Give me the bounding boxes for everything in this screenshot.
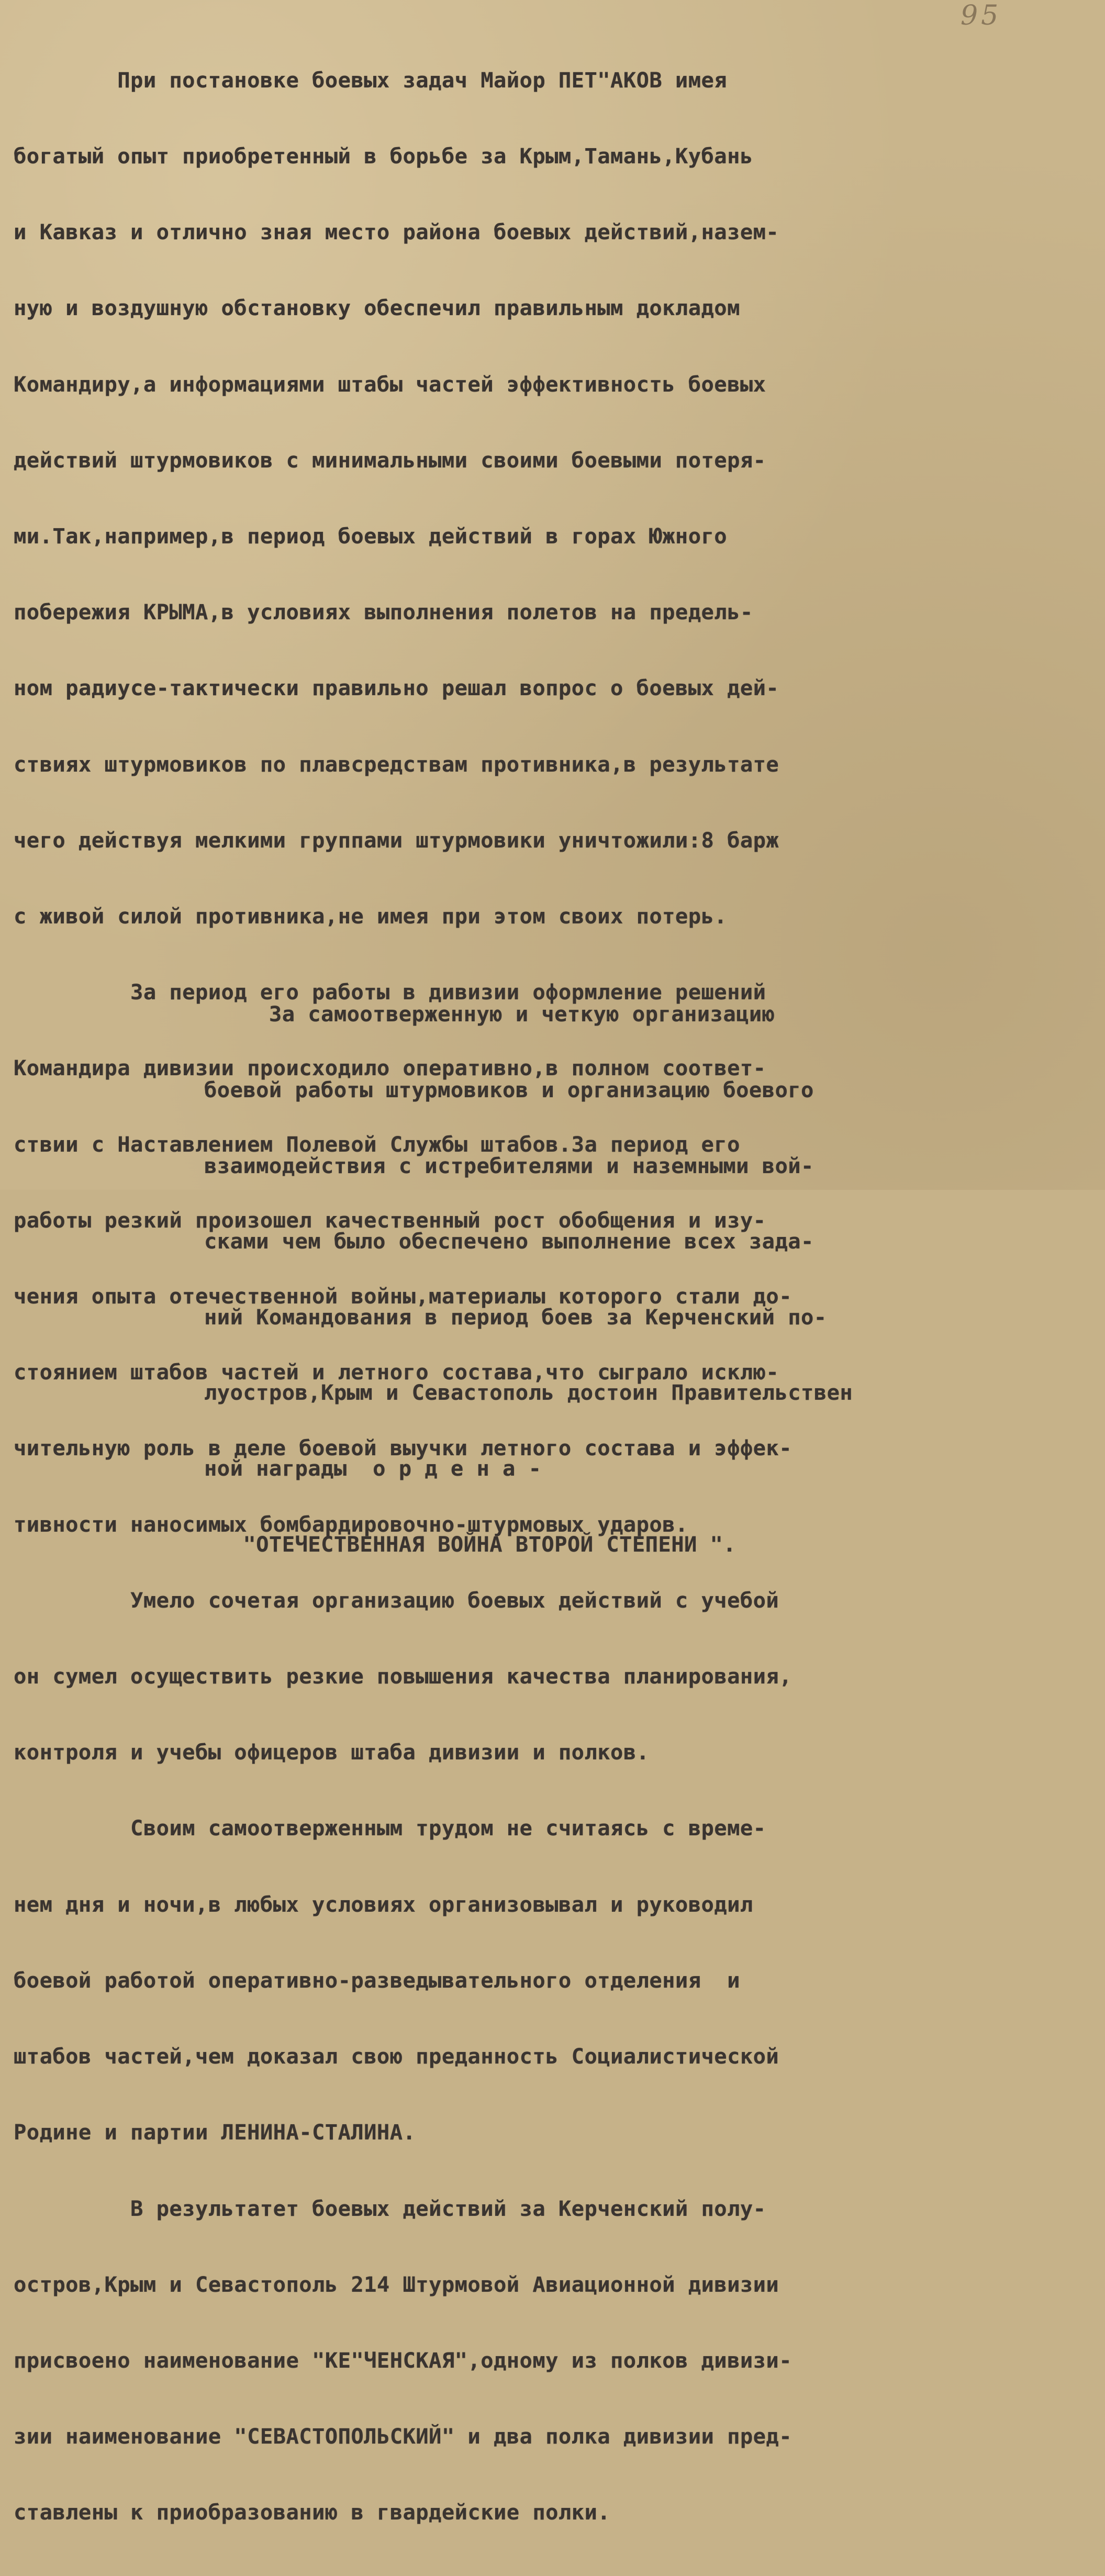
body-line: зии наименование "СЕВАСТОПОЛЬСКИЙ" и два полка дивизии пред- <box>14 2424 792 2449</box>
body-line: побережия КРЫМА,в условиях выполнения полетов на предель- <box>14 599 753 625</box>
body-line: и Кавказ и отлично зная место района боевых действий,назем- <box>14 219 779 245</box>
body-line: ном радиусе-тактически правильно решал вопрос о боевых дей- <box>14 675 779 701</box>
body-line: нем дня и ночи,в любых условиях организовывал и руководил <box>14 1891 753 1917</box>
body-line: Умело сочетая организацию боевых действий с учебой <box>14 1587 779 1613</box>
body-line: ствиях штурмовиков по плавсредствам противника,в результате <box>14 751 779 777</box>
body-line: Родине и партии ЛЕНИНА-СТАЛИНА. <box>14 2120 416 2145</box>
award-recommendation-text <box>204 951 853 1607</box>
body-line: работы резкий произошел качественный рост обобщения и изу- <box>14 1207 766 1233</box>
body-line: остров,Крым и Севастополь 214 Штурмовой Авиационной дивизии <box>14 2271 779 2297</box>
body-line: штабов частей,чем доказал свою преданность Социалистической <box>14 2044 779 2069</box>
body-line: ми.Так,например,в период боевых действий в горах Южного <box>14 523 728 549</box>
body-line: боевой работой оперативно-разведывательного отделения и <box>14 1967 740 1993</box>
body-line: ную и воздушную обстановку обеспечил правильным докладом <box>14 295 740 321</box>
body-line: контроля и учебы офицеров штаба дивизии и полков. <box>14 1739 650 1765</box>
body-line: ставлены к приобразованию в гвардейские полки. <box>14 2500 611 2525</box>
closing-line: "ОТЕЧЕСТВЕННАЯ ВОЙНА ВТОРОЙ СТЕПЕНИ ". <box>204 1531 736 1557</box>
closing-line: луостров,Крым и Севастополь достоин Правительствен <box>204 1380 853 1406</box>
corner-page-number: 95 <box>961 0 1002 31</box>
body-line: При постановке боевых задач Майор ПЕТ"АКОВ имея <box>14 67 728 93</box>
body-line: чего действуя мелкими группами штурмовики уничтожили:8 барж <box>14 827 779 853</box>
closing-line: сками чем было обеспечено выполнение всех зада- <box>204 1229 814 1254</box>
closing-line: боевой работы штурмовиков и организацию боевого <box>204 1077 814 1102</box>
body-line: За период его работы в дивизии оформление решений <box>14 979 766 1005</box>
body-line: богатый опыт приобретенный в борьбе за Крым,Тамань,Кубань <box>14 143 753 169</box>
body-line: Командира дивизии происходило оперативно,в полном соответ- <box>14 1055 766 1081</box>
body-line: с живой силой противника,не имея при этом своих потерь. <box>14 904 728 929</box>
closing-line: взаимодействия с истребителями и наземными вой- <box>204 1153 814 1178</box>
body-line: стоянием штабов частей и летного состава,что сыграло исклю- <box>14 1359 779 1385</box>
body-line: Своим самоотверженным трудом не считаясь с време- <box>14 1815 766 1841</box>
body-line: чения опыта отечественной войны,материалы которого стали до- <box>14 1284 792 1309</box>
body-line: В результатет боевых действий за Керченский полу- <box>14 2195 766 2221</box>
body-line: ствии с Наставлением Полевой Службы штабов.За период его <box>14 1131 740 1157</box>
body-line: Командиру,а информациями штабы частей эффективность боевых <box>14 371 766 397</box>
body-line: он сумел осуществить резкие повышения качества планирования, <box>14 1664 792 1689</box>
closing-line: ной награды о р д е н а - <box>204 1455 542 1481</box>
body-line: присвоено наименование "КЕ"ЧЕНСКАЯ",одному из полков дивизи- <box>14 2347 792 2373</box>
closing-line: ний Командования в период боев за Керченский по- <box>204 1304 827 1330</box>
closing-line: За самоотверженную и четкую организацию <box>204 1001 775 1027</box>
body-line: чительную роль в деле боевой выучки летного состава и эффек- <box>14 1435 792 1461</box>
body-line: тивности наносимых бомбардировочно-штурмовых ударов. <box>14 1511 688 1537</box>
body-line: действий штурмовиков с минимальными своими боевыми потеря- <box>14 447 766 473</box>
